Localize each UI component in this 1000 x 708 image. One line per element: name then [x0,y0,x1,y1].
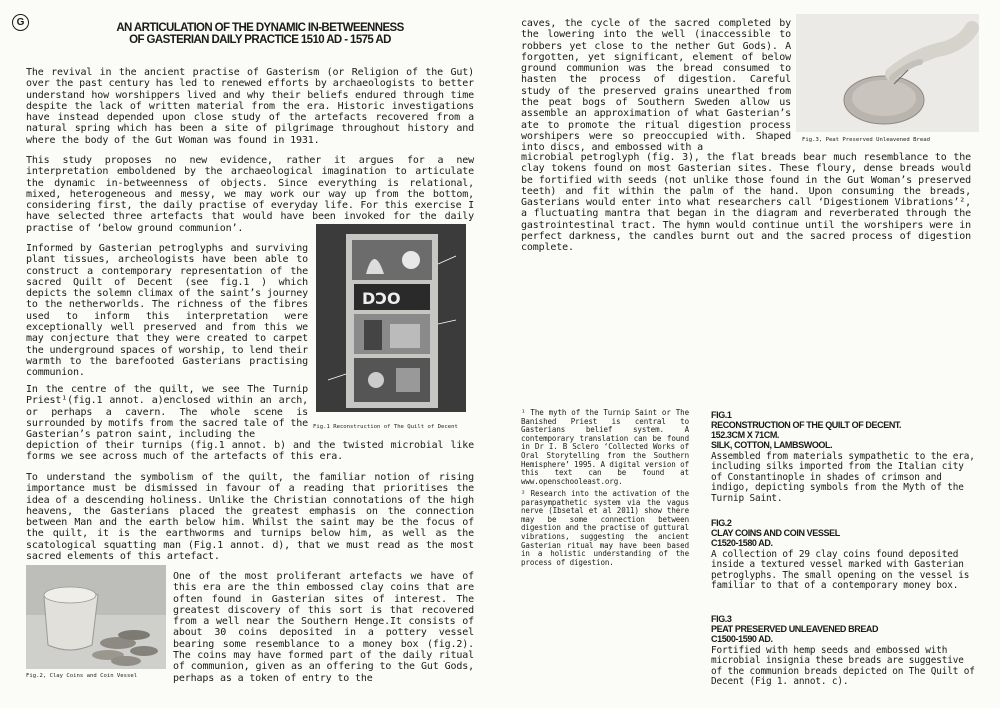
fig2-description: A collection of 29 clay coins found deposited inside a textured vessel marked with Gasterian petroglyphs. The small opening on the vessel is familiar to that of a contemporary money box. [711,549,970,592]
body-paragraph-6: One of the most proliferant artefacts we have of this era are the thin embossed clay coins that are often found in Gasterian sites of interest. The greatest discovery of this sort is that recovered from a well near the Southern Henge.It consists of about 30 coins deposited in a pottery vessel bearing some resemblance to a money box (fig.2). The coins may have formed part of the daily ritual of communion, given as an offering to the Gut Gods, perhaps as a token of entry to the [173,571,474,684]
fig3-description: Fortified with hemp seeds and embossed with microbial insignia these breads are suggestive of the communion breads depicted on The Quilt of Decent (Fig 1. annot. c). [711,645,975,688]
publication-logo: G [12,14,29,31]
fig3-caption: Fig.3, Peat Preserved Unleavened Bread [802,137,930,143]
body-paragraph-2: This study proposes no new evidence, rather it argues for a new interpretation emboldened by the archaeological imagination to articulate the dynamic in-betweenness of objects. Since everything is relational, mixed, heterogeneous and messy, we may work our way up from the bottom, considering first, the daily practise of everyday life. For this exercise I have selected three artefacts that would have been invoked for the daily practise of ‘below ground communion’. [26,155,474,234]
fig1-material: SILK, COTTON, LAMBSWOOL. [711,440,833,450]
body-paragraph-4b: depiction of their turnips (fig.1 annot. b) and the twisted microbial like forms we see across much of the artefacts of this era. [26,440,474,463]
body-paragraph-7b: microbial petroglyph (fig. 3), the flat breads bear much resemblance to the clay tokens found on most Gasterian sites. These floury, dense breads would be fortified with seeds (not unlike those found in the Gut Woman’s preserved teeth) and fit within the palm of the hand. Upon consuming the breads, Gasterians would enter into what researchers call ‘Digestionem Vibrations’², a fluctuating mantra that began in the diagram and reverberated through the gastrointestinal tract. The hymn would continue until the worshipers were in perfect darkness, the candles burnt out and the sacred process of digestion complete. [521,152,971,254]
figure-note-3 [711,614,975,688]
quilt-photo [316,224,466,412]
title-line-2: OF GASTERIAN DAILY PRACTICE 1510 AD - 1575 AD [129,34,391,46]
fig2-caption: Fig.2, Clay Coins and Coin Vessel [26,673,138,679]
svg-text:DƆO: DƆO [362,289,401,308]
fig1-dimensions: 152.3CM X 71CM. [711,430,780,440]
title-line-1: AN ARTICULATION OF THE DYNAMIC IN-BETWEENNESS [116,22,404,34]
footnote-2: ² Research into the activation of the parasympathetic system via the vagus nerve (Ibsetal et al 2011) show there may be some connection between digestion and the practise of guttural vibrations, suggesting the ancient Gasterian ritual may have been based in a holistic understanding of the process of digestion. [521,489,689,567]
body-paragraph-4a: In the centre of the quilt, we see The Turnip Priest¹(fig.1 annot. a)enclosed within an arch, or perhaps a cavern. The whole scene is surrounded by motifs from the sacred tale of the Gasterian’s patron saint, including the [26,384,308,441]
body-paragraph-1: The revival in the ancient practise of Gasterism (or Religion of the Gut) over the past century has led to renewed efforts by archaeologists to better understand how worshippers lived and why their beliefs endured through time despite the lack of written material from the era. Historic investigations have instead depended upon close study of the artefacts recovered from a natural spring which has been a site of pilgrimage throughout history and where the body of the Gut Woman was found in 1931. [26,67,474,146]
bread-photo [796,14,979,132]
body-paragraph-7a: caves, the cycle of the sacred completed by the lowering into the well (inaccessible to robbers yet close to the nether Gut Gods). A forgotten, yet significant, element of below ground communion was the bread consumed to hasten the process of digestion. Careful study of the preserved grains unearthed from the peat bogs of Southern Sweden allow us assemble an approximation of what Gasterian’s ate to promote the ritual digestion process worshipers were so preoccupied with. Shaped into discs, and embossed with a [521,18,791,154]
fig3-dates: C1500-1590 AD. [711,634,773,644]
fig2-label: FIG.2 [711,518,732,528]
fig2-title: CLAY COINS AND COIN VESSEL [711,528,840,538]
body-paragraph-5: To understand the symbolism of the quilt, the familiar notion of rising importance must be dismissed in favour of a reading that prioritises the idea of a descending holiness. Unlike the Christian connotations of the high heavens, the Gasterians placed the greatest emphasis on the connection between Man and the earth below him. Whilst the saint may be the focus of the quilt, it is the earthworms and turnips below him, as well as the scatological squatting man (Fig.1 annot. d), that we must read as the most sacred elements of this artefact. [26,472,474,563]
footnote-1: ¹ The myth of the Turnip Saint or The Banished Priest is central to Gasterians belief system. A contemporary translation can be found in Dr I. B Sclero ‘Collected Works of Oral Storytelling from the Southern Hemisphere’ 1995. A digital version of this text can be found at www.openschooleast.org. [521,408,689,486]
fig3-label: FIG.3 [711,614,732,624]
figure-note-2 [711,518,975,592]
fig3-title: PEAT PRESERVED UNLEAVENED BREAD [711,624,879,634]
fig2-dates: C1520-1580 AD. [711,538,773,548]
fig1-label: FIG.1 [711,410,732,420]
fig1-caption: Fig.1 Reconstruction of The Quilt of Decent [313,424,458,430]
fig1-description: Assembled from materials sympathetic to the era, including silks imported from the Italian city of Constantinople in shades of crimson and indigo, depicting symbols from the Myth of the Turnip Saint. [711,451,975,504]
fig1-title: RECONSTRUCTION OF THE QUILT OF DECENT. [711,420,902,430]
coins-photo [26,565,166,669]
figure-note-1 [711,410,975,504]
article-title [60,22,460,46]
body-paragraph-3: Informed by Gasterian petroglyphs and surviving plant tissues, archeologists have been able to construct a contemporary representation of the sacred Quilt of Decent (see fig.1 ) which depicts the solemn climax of the saint’s journey to the netherworlds. The richness of the fibres used to inform this interpretation were exceptionally well preserved and from this we may conjecture that they were created to carpet the underground spaces of worship, to lend their warmth to the barefooted Gasterians practising communion. [26,243,308,379]
